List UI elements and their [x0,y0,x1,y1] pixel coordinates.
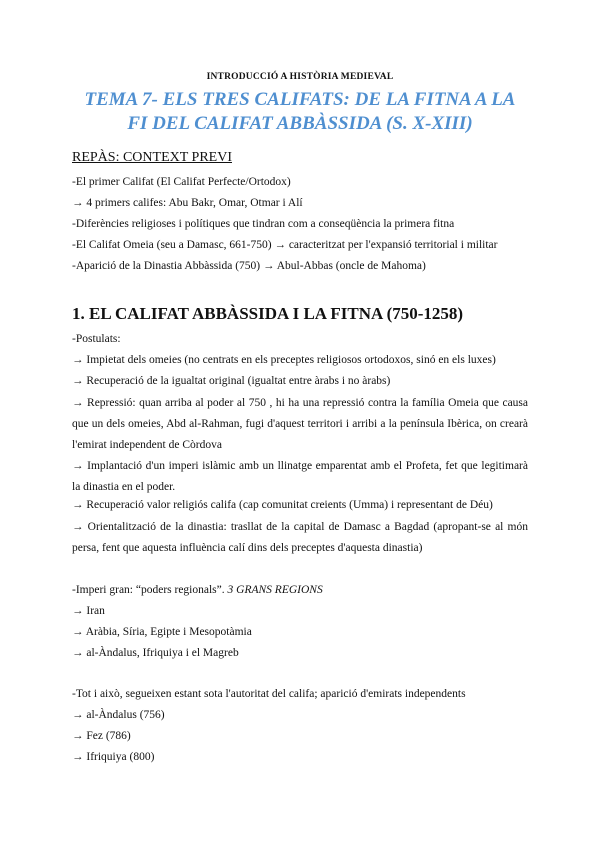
page-title-line-1: TEMA 7- ELS TRES CALIFATS: DE LA FITNA A LA [84,89,516,110]
imperi-line [72,584,323,596]
context-item: -El primer Califat (El Califat Perfecte/Ortodox) [72,176,291,188]
emirat-item: → al-Àndalus (756) [72,709,165,721]
course-title: INTRODUCCIÓ A HISTÒRIA MEDIEVAL [206,72,394,82]
page-title-line-2: FI DEL CALIFAT ABBÀSSIDA (S. X-XIII) [127,113,473,134]
postulat-item: → Recuperació de la igualtat original (igualtat entre àrabs i no àrabs) [72,375,391,387]
emirat-item: → Ifriquiya (800) [72,751,155,763]
postulat-item: → Repressió: quan arriba al poder al 750 , hi ha una repressió contra la família Omeia que causa que un dels omeies, Abd al-Rahman, fugi d'aquest territori i arribi a la península Ibèrica, on crearà l'emirat independent de Còrdova [72,397,528,451]
context-item: -Aparició de la Dinastia Abbàssida (750) → Abul-Abbas (oncle de Mahoma) [72,260,426,272]
postulat-item: → Recuperació valor religiós califa (cap comunitat creients (Umma) i representant de Déu) [72,499,493,511]
postulats-label: -Postulats: [72,333,121,345]
context-item: -El Califat Omeia (seu a Damasc, 661-750) → caracteritzat per l'expansió territorial i militar [72,239,498,251]
region-item: → Aràbia, Síria, Egipte i Mesopotàmia [72,626,252,638]
region-item: → Iran [72,605,105,617]
context-item: -Diferències religioses i polítiques que tindran com a conseqüència la primera fitna [72,218,455,230]
context-item: → 4 primers califes: Abu Bakr, Omar, Otmar i Alí [72,197,303,209]
emirat-item: → Fez (786) [72,730,131,742]
context-heading: REPÀS: CONTEXT PREVI [72,150,232,165]
postulat-item: → Implantació d'un imperi islàmic amb un llinatge emparentat amb el Profeta, fet que legitimarà la dinastia en el poder. [72,460,528,493]
region-item: → al-Àndalus, Ifriquiya i el Magreb [72,647,239,659]
emirats-label: -Tot i això, segueixen estant sota l'autoritat del califa; aparició d'emirats independents [72,688,466,700]
imperi-regions-count: 3 GRANS REGIONS [227,584,323,596]
postulat-item: → Orientalització de la dinastia: trasllat de la capital de Damasc a Bagdad (apropant-se al món persa, fent que aquesta influència calí dins dels preceptes d'aquesta dinastia) [72,521,528,554]
section-heading: 1. EL CALIFAT ABBÀSSIDA I LA FITNA (750-1258) [72,304,464,323]
postulat-item: → Impietat dels omeies (no centrats en els preceptes religiosos ortodoxos, sinó en els luxes) [72,354,496,366]
imperi-label: -Imperi gran: “poders regionals”. [72,584,225,596]
